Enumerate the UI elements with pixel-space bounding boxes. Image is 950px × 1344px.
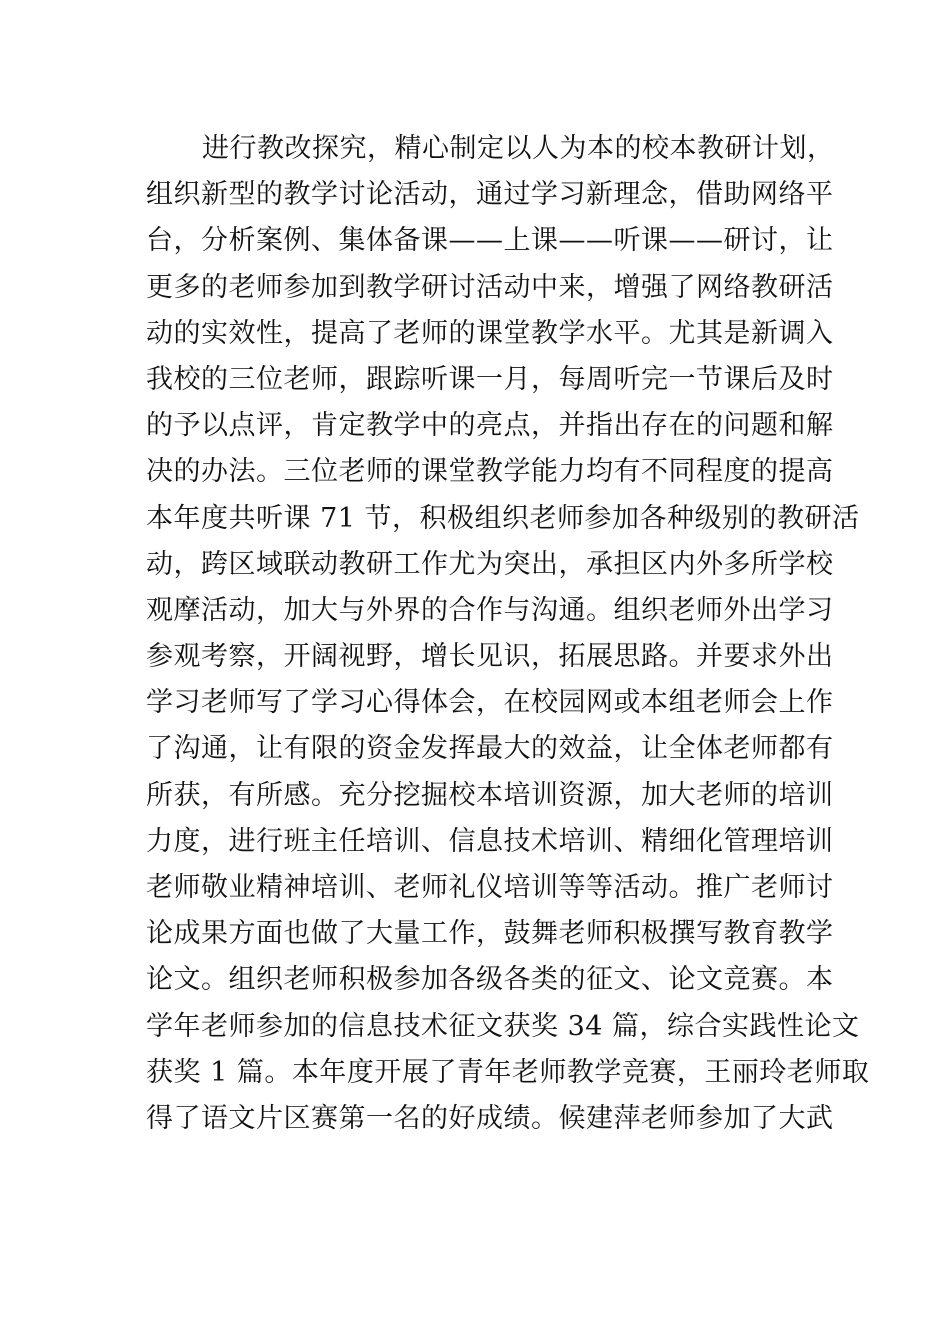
text-line: 组织新型的教学讨论活动，通过学习新理念，借助网络平	[146, 179, 834, 211]
text-line: 台，分析案例、集体备课——上课——听课——研讨，让	[146, 225, 834, 257]
text-line: 论成果方面也做了大量工作，鼓舞老师积极撰写教育教学	[146, 918, 834, 950]
text-line: 论文。组织老师积极参加各级各类的征文、论文竞赛。本	[146, 964, 834, 996]
text-line: 了沟通，让有限的资金发挥最大的效益，让全体老师都有	[146, 733, 834, 765]
text-line: 力度，进行班主任培训、信息技术培训、精细化管理培训	[146, 825, 834, 857]
text-line: 的予以点评，肯定教学中的亮点，并指出存在的问题和解	[146, 410, 834, 442]
text-line: 更多的老师参加到教学研讨活动中来，增强了网络教研活	[146, 271, 834, 303]
text-line: 获奖 1 篇。本年度开展了青年老师教学竞赛，王丽玲老师取	[146, 1056, 870, 1088]
text-line: 得了语文片区赛第一名的好成绩。候建萍老师参加了大武	[146, 1102, 834, 1134]
text-line: 老师敬业精神培训、老师礼仪培训等等活动。推广老师讨	[146, 872, 834, 903]
text-line: 观摩活动，加大与外界的合作与沟通。组织老师外出学习	[146, 594, 834, 626]
text-line: 动，跨区域联动教研工作尤为突出，承担区内外多所学校	[146, 548, 834, 580]
text-line: 所获，有所感。充分挖掘校本培训资源，加大老师的培训	[146, 779, 834, 811]
text-line: 进行教改探究，精心制定以人为本的校本教研计划，	[202, 133, 835, 164]
text-line: 学习老师写了学习心得体会，在校园网或本组老师会上作	[146, 687, 834, 719]
text-line: 本年度共听课 71 节，积极组织老师参加各种级别的教研活	[146, 502, 860, 534]
body-paragraph	[146, 126, 870, 1142]
text-line: 决的办法。三位老师的课堂教学能力均有不同程度的提高	[146, 456, 834, 488]
text-line: 参观考察，开阔视野，增长见识，拓展思路。并要求外出	[146, 641, 834, 673]
text-line: 我校的三位老师，跟踪听课一月，每周听完一节课后及时	[146, 363, 834, 395]
text-line: 学年老师参加的信息技术征文获奖 34 篇，综合实践性论文	[146, 1010, 860, 1042]
text-line: 动的实效性，提高了老师的课堂教学水平。尤其是新调入	[146, 317, 834, 349]
